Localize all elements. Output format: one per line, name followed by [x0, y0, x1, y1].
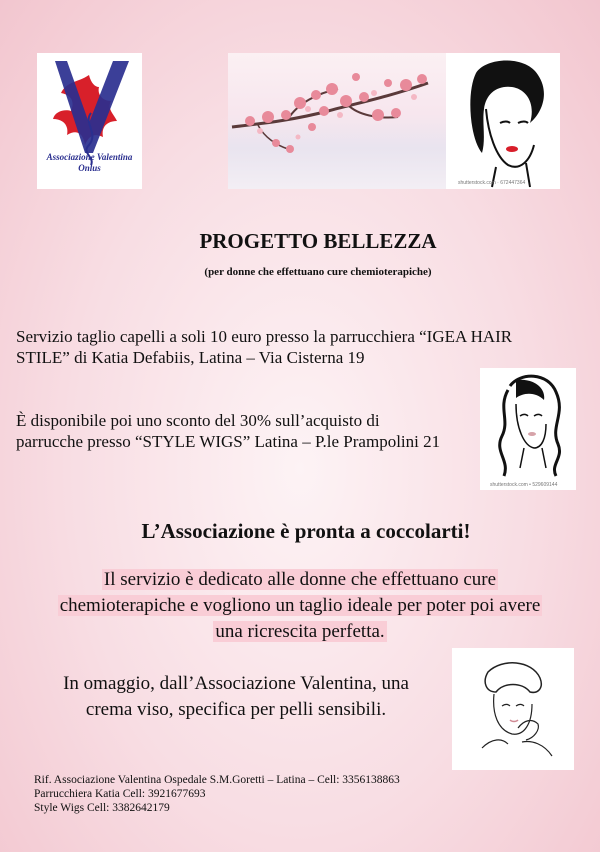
contact-footer — [34, 773, 400, 815]
logo-name: Associazione Valentina — [46, 152, 133, 162]
gift-text — [0, 671, 472, 723]
image2-credit: shutterstock.com • 529609144 — [490, 482, 558, 488]
footer-line2: Parrucchiera Katia Cell: 3921677693 — [34, 788, 206, 800]
cherry-blossom-icon — [228, 53, 446, 189]
logo-subtitle: Onlus — [78, 163, 101, 173]
tagline: L’Associazione è pronta a coccolarti! — [141, 519, 471, 543]
dedication-text — [0, 567, 600, 645]
wavy-hair-woman-icon — [480, 368, 576, 490]
association-logo — [37, 53, 142, 189]
woman-hair-icon — [446, 53, 560, 189]
gift-line1: In omaggio, dall’Associazione Valentina, una — [63, 673, 409, 694]
paragraph-wigs — [16, 410, 440, 452]
paragraph-haircut — [16, 326, 512, 368]
paragraph-haircut-line1: Servizio taglio capelli a soli 10 euro presso la parrucchiera “IGEA HAIR — [16, 327, 513, 346]
footer-line3: Style Wigs Cell: 3382642179 — [34, 802, 170, 814]
page-subtitle: (per donne che effettuano cure chemioterapiche) — [204, 266, 432, 278]
dedication-line3: una ricrescita perfetta. — [215, 621, 385, 642]
footer-line1: Rif. Associazione Valentina Ospedale S.M.Goretti – Latina – Cell: 3356138863 — [34, 774, 400, 786]
paragraph-haircut-line2: STILE” di Katia Defabiis, Latina – Via Cisterna 19 — [16, 348, 365, 367]
page-title: PROGETTO BELLEZZA — [199, 229, 437, 253]
towel-woman-image — [452, 648, 574, 770]
paragraph-wigs-line1: È disponibile poi uno sconto del 30% sull’acquisto di — [16, 411, 380, 430]
banner-credit: shutterstock.com · 672447364 — [458, 180, 526, 186]
woman-portrait-image — [446, 53, 560, 189]
header-banner — [228, 53, 560, 189]
paragraph-wigs-line2: parrucche presso “STYLE WIGS” Latina – P.le Prampolini 21 — [16, 432, 441, 451]
wavy-hair-woman-image — [480, 368, 576, 490]
cherry-blossom-image — [228, 53, 446, 189]
dedication-line1: Il servizio è dedicato alle donne che effettuano cure — [103, 569, 497, 590]
gift-line2: crema viso, specifica per pelli sensibili. — [85, 699, 387, 720]
dedication-line2: chemioterapiche e vogliono un taglio ideale per poter poi avere — [59, 595, 541, 616]
towel-woman-icon — [452, 648, 574, 770]
